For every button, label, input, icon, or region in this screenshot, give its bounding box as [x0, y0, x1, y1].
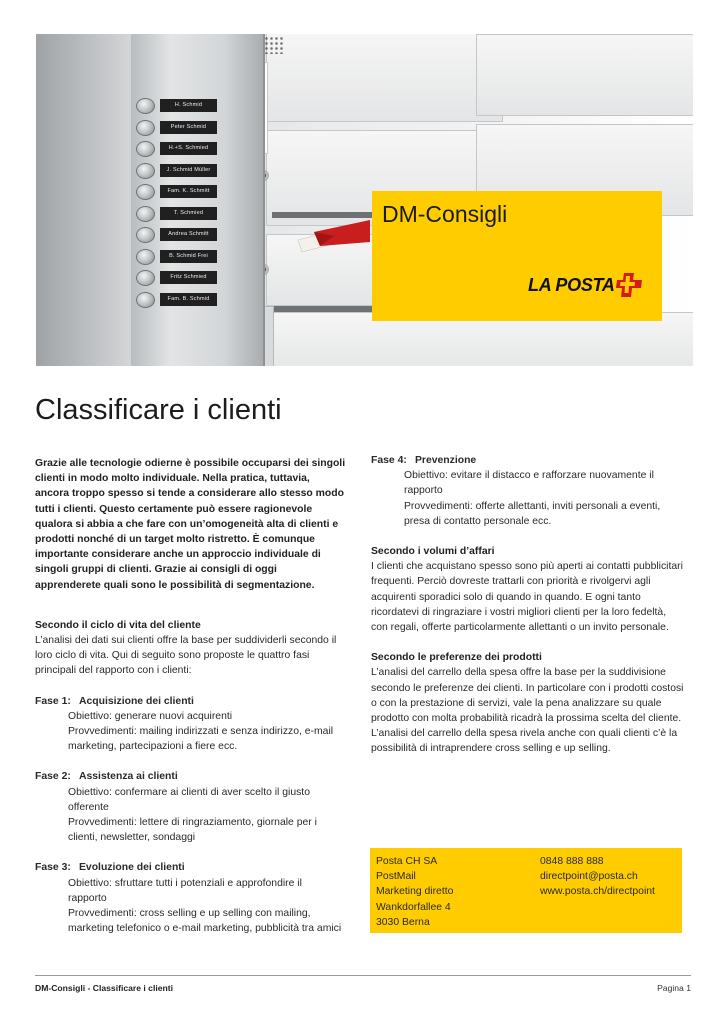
phase-line: Provvedimenti: cross selling e up selling con mailing, — [68, 908, 311, 920]
phase-line: Obiettivo: sfruttare tutti i potenziali e approfondire il — [68, 877, 302, 889]
section-heading-preferences: Secondo le preferenze dei prodotti — [371, 652, 542, 664]
left-column — [35, 456, 357, 936]
email-link[interactable]: directpoint@posta.ch — [540, 871, 638, 883]
intro-line: apprenderete quali sono le possibilità di segmentazione. — [35, 579, 315, 591]
body-line: principali del rapporto con i clienti: — [35, 665, 192, 677]
nameplate: T. Schmied — [160, 207, 217, 220]
nameplate: Andrea Schmitt — [160, 228, 217, 241]
doorbell-button — [136, 120, 155, 136]
phase-line: marketing telefonico o e-mail marketing, pubblicità tra amici — [68, 923, 342, 935]
body-line: loro ciclo di vita. Qui di seguito sono proposte le quattro fasi — [35, 650, 310, 662]
division-name: PostMail — [376, 871, 416, 883]
phase-label: Fase 2: — [35, 771, 71, 783]
body-line: frequenti. Perciò dovreste trattarli con priorità e rivolgervi agli — [371, 576, 651, 588]
right-column — [371, 453, 691, 757]
nameplate: Fam. B. Schmid — [160, 293, 217, 306]
intro-line: importante considerare anche un approccio individuale di — [35, 549, 321, 561]
envelope-icon — [294, 220, 372, 254]
body-line: o con la prestazione di servizi, vale la pena analizzare su quale — [371, 697, 662, 709]
website-link[interactable]: www.posta.ch/directpoint — [540, 886, 655, 898]
section-heading-volume: Secondo i volumi d’affari — [371, 546, 495, 558]
phase-line: Obiettivo: evitare il distacco e rafforzare nuovamente il — [404, 470, 654, 482]
body-line: secondo le preferenze dei clienti. In particolare con i prodotti costosi — [371, 682, 684, 694]
doorbell-button — [136, 270, 155, 286]
intro-line: tutti i clienti. Questo certamente può essere ragionevole — [35, 503, 313, 515]
phase-1-heading — [35, 694, 357, 709]
nameplate: Peter Schmid — [160, 121, 217, 134]
phase-line: Provvedimenti: offerte allettanti, inviti personali a eventi, — [404, 500, 661, 512]
swiss-cross-icon — [616, 273, 644, 297]
brand-title: DM-Consigli — [382, 201, 508, 227]
intro-line: qualora si abbia a che fare con un’omogeneità alta di clienti e — [35, 518, 339, 530]
nameplate: Fam. K. Schmitt — [160, 185, 217, 198]
nameplate: H.+S. Schmied — [160, 142, 217, 155]
intro-line: ancora troppo spesso si tende a considerare allo stesso modo — [35, 488, 344, 500]
phase-line: Obiettivo: confermare ai clienti di aver scelto il giusto — [68, 786, 310, 798]
intro-line: Grazie alle tecnologie odierne è possibile occuparsi dei singoli — [35, 458, 346, 469]
company-name: Posta CH SA — [376, 856, 438, 867]
doorbell-panel — [131, 34, 265, 366]
nameplate: J. Schmid Müller — [160, 164, 217, 177]
section-heading-lifecycle: Secondo il ciclo di vita del cliente — [35, 619, 201, 631]
body-line: L’analisi dei dati sui clienti offre la base per suddividerli secondo il — [35, 635, 337, 647]
nameplate: Fritz Schmied — [160, 271, 217, 284]
speaker-grille — [264, 36, 284, 54]
department-name: Marketing diretto — [376, 886, 454, 898]
phase-2-heading — [35, 769, 357, 784]
phase-title: Evoluzione dei clienti — [79, 862, 185, 874]
doorbell-button — [136, 206, 155, 222]
phase-label: Fase 3: — [35, 862, 71, 874]
phone-number: 0848 888 888 — [540, 856, 604, 867]
intro-paragraph — [35, 456, 357, 593]
logo-wordmark: LA POSTA — [528, 274, 615, 295]
doorbell-button — [136, 292, 155, 308]
page-title: Classificare i clienti — [35, 394, 282, 426]
phase-line: Provvedimenti: mailing indirizzati e senza indirizzo, e-mail — [68, 726, 334, 738]
phase-title: Prevenzione — [415, 455, 477, 466]
contact-details — [540, 854, 655, 900]
body-line: L’analisi del carrello della spesa rivela anche con quali clienti c’è la — [371, 728, 678, 740]
body-line: L’analisi del carrello della spesa offre la base per la suddivisione — [371, 667, 666, 679]
phase-label: Fase 1: — [35, 695, 71, 707]
body-line: acquirenti sporadici solo di quando in quando. E ogni tanto — [371, 591, 641, 603]
la-posta-logo — [528, 273, 644, 297]
phase-line: offerente — [68, 801, 109, 813]
body-line: possibilità di intraprendere cross selling e up selling. — [371, 743, 611, 755]
street-address: Wankdorfallee 4 — [376, 901, 451, 913]
doorbell-button — [136, 163, 155, 179]
footer-divider — [35, 975, 691, 976]
phase-label: Fase 4: — [371, 455, 407, 466]
mailbox-door — [476, 34, 693, 116]
body-line: ricordatevi di ringraziare i vostri migliori clienti per la loro fedeltà, — [371, 606, 667, 618]
doorbell-button — [136, 141, 155, 157]
intro-line: clienti in modo molto individuale. Nella pratica, tuttavia, — [35, 473, 310, 485]
phase-line: clienti, newsletter, sondaggi — [68, 832, 196, 844]
doorbell-button — [136, 184, 155, 200]
doorbell-button — [136, 98, 155, 114]
city-address: 3030 Berna — [376, 916, 430, 928]
brand-block — [372, 191, 662, 321]
doorbell-button — [136, 227, 155, 243]
phase-line: rapporto — [68, 892, 107, 904]
contact-address — [376, 854, 453, 930]
intro-line: prodotti nonché di un target molto ristretto. È comunque — [35, 534, 315, 546]
mailbox-door — [266, 34, 503, 122]
intro-line: singoli gruppi di clienti. Grazie ai consigli di oggi — [35, 564, 277, 576]
footer-document-title: DM-Consigli - Classificare i clienti — [35, 983, 174, 993]
phase-line: Obiettivo: generare nuovi acquirenti — [68, 710, 233, 722]
contact-box — [370, 848, 682, 933]
body-line: I clienti che acquistano spesso sono più aperti ai contatti pubblicitari — [371, 561, 683, 573]
phase-line: marketing, partecipazioni a fiere ecc. — [68, 741, 238, 753]
body-line: prodotto con molta probabilità ricadrà la prossima scelta del cliente. — [371, 713, 682, 725]
nameplate: B. Schmid Frei — [160, 250, 217, 263]
doorbell-button — [136, 249, 155, 265]
phase-title: Assistenza ai clienti — [79, 771, 178, 783]
footer-page-number: Pagina 1 — [657, 983, 691, 993]
nameplate: H. Schmid — [160, 99, 217, 112]
phase-title: Acquisizione dei clienti — [79, 695, 194, 707]
phase-3-heading — [35, 860, 357, 875]
phase-4-heading — [371, 453, 691, 468]
phase-line: rapporto — [404, 485, 443, 497]
phase-line: Provvedimenti: lettere di ringraziamento, giornale per i — [68, 817, 317, 829]
body-line: con regali, offerte particolarmente allettanti o un invito personale. — [371, 622, 669, 634]
phase-line: presa di contatto personale ecc. — [404, 515, 552, 527]
